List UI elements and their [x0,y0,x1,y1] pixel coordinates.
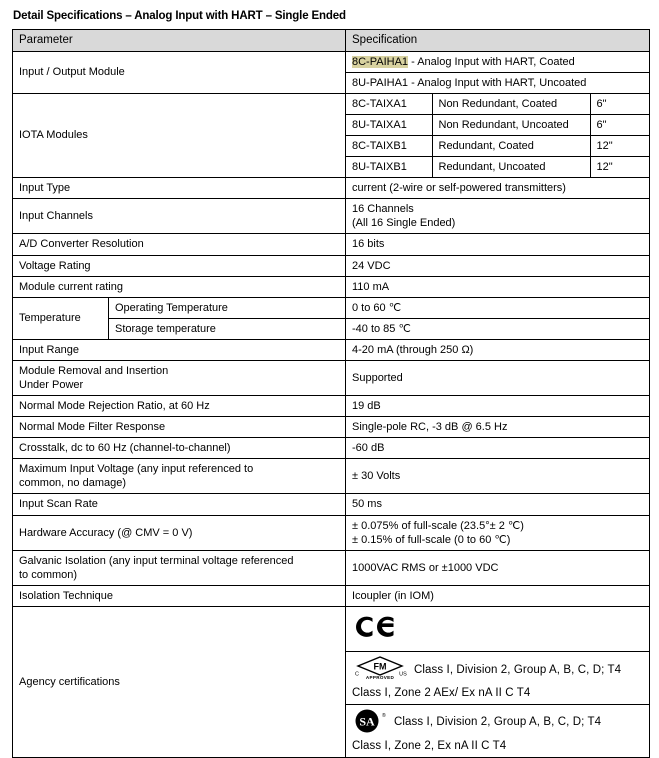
row-label-iota-modules: IOTA Modules [13,93,346,177]
row-label-ad-converter: A/D Converter Resolution [13,234,346,255]
io-module-coated-desc: - Analog Input with HART, Coated [408,55,575,68]
row-label-nmfr: Normal Mode Filter Response [13,417,346,438]
svg-text:®: ® [382,712,386,719]
iota-desc: Redundant, Coated [432,136,590,157]
hardware-accuracy-line1: ± 0.075% of full-scale (23.5°± 2 ℃) [352,519,524,532]
ce-mark-icon [352,613,643,645]
max-input-voltage-label-line1: Maximum Input Voltage (any input referenced to [19,463,254,476]
table-row [13,360,650,395]
voltage-rating-value: 24 VDC [346,255,650,276]
temperature-storage-value: -40 to 85 ℃ [346,318,650,339]
table-body [13,51,650,757]
header-row [13,30,650,52]
temperature-operating-label: Operating Temperature [109,297,346,318]
table-row [13,51,650,72]
iota-size: 12" [590,157,649,178]
isolation-technique-value: Icoupler (in IOM) [346,585,650,606]
table-row [13,494,650,515]
temperature-storage-label: Storage temperature [109,318,346,339]
iota-code: 8U-TAIXB1 [346,157,432,178]
table-row [346,136,649,157]
table-row [13,276,650,297]
crosstalk-value: -60 dB [346,438,650,459]
row-label-agency-certifications: Agency certifications [13,606,346,757]
row-label-voltage-rating: Voltage Rating [13,255,346,276]
hardware-accuracy-line2: ± 0.15% of full-scale (0 to 60 ℃) [352,533,511,546]
fm-certification-line1: Class I, Division 2, Group A, B, C, D; T4 [414,663,622,676]
galvanic-isolation-label-line2: to common) [19,568,78,581]
input-scan-rate-value: 50 ms [346,494,650,515]
row-label-hardware-accuracy: Hardware Accuracy (@ CMV = 0 V) [13,515,346,550]
fm-certification-line2: Class I, Zone 2 AEx/ Ex nA II C T4 [352,686,531,699]
highlighted-part-number: 8C-PAIHA1 [352,55,409,68]
table-header [13,30,650,52]
svg-text:FM: FM [373,661,387,672]
table-row [13,606,650,651]
table-row [346,114,649,135]
table-row [13,199,650,234]
page-title: Detail Specifications – Analog Input with HART – Single Ended [13,10,346,22]
iota-desc: Redundant, Uncoated [432,157,590,178]
csa-certification-line1: Class I, Division 2, Group A, B, C, D; T4 [394,716,602,729]
svg-text:APPROVED: APPROVED [365,674,395,680]
row-label-temperature: Temperature [13,297,109,339]
row-label-input-type: Input Type [13,178,346,199]
svg-text:C: C [355,671,359,678]
row-label-crosstalk: Crosstalk, dc to 60 Hz (channel-to-channel) [13,438,346,459]
row-label-galvanic-isolation [13,550,346,585]
row-label-input-scan-rate: Input Scan Rate [13,494,346,515]
table-row [13,396,650,417]
nmfr-value: Single-pole RC, -3 dB @ 6.5 Hz [346,417,650,438]
temperature-operating-value: 0 to 60 ℃ [346,297,650,318]
iota-desc: Non Redundant, Uncoated [432,114,590,135]
table-row [13,339,650,360]
iota-size: 6" [590,114,649,135]
table-row [13,178,650,199]
iota-desc: Non Redundant, Coated [432,94,590,115]
galvanic-isolation-label-line1: Galvanic Isolation (any input terminal voltage referenced [19,554,294,567]
table-row [13,585,650,606]
certification-csa [346,704,650,757]
max-input-voltage-value: ± 30 Volts [346,459,650,494]
module-removal-value: Supported [346,360,650,395]
ad-converter-value: 16 bits [346,234,650,255]
iota-modules-table [346,94,649,177]
table-row [13,234,650,255]
row-label-module-current: Module current rating [13,276,346,297]
input-channels-value [346,199,650,234]
row-label-input-range: Input Range [13,339,346,360]
iota-size: 12" [590,136,649,157]
csa-certification-head [352,708,643,738]
certification-fm [346,651,650,704]
io-module-coated-value [346,51,650,72]
svg-text:US: US [399,671,407,678]
table-row [13,318,650,339]
table-row [13,297,650,318]
fm-certification-head [352,655,643,685]
iota-size: 6" [590,94,649,115]
csa-mark-icon [352,708,388,738]
table-row [346,94,649,115]
table-row [13,255,650,276]
input-range-value: 4-20 mA (through 250 Ω) [346,339,650,360]
module-current-value: 110 mA [346,276,650,297]
row-label-max-input-voltage [13,459,346,494]
io-module-uncoated-value: 8U-PAIHA1 - Analog Input with HART, Uncoated [346,72,650,93]
table-row [13,550,650,585]
module-removal-label-line2: Under Power [19,378,84,391]
iota-code: 8C-TAIXB1 [346,136,432,157]
table-row [13,438,650,459]
input-channels-line1: 16 Channels [352,203,414,216]
header-specification: Specification [346,30,650,52]
module-removal-label-line1: Module Removal and Insertion [19,364,169,377]
iota-code: 8U-TAIXA1 [346,114,432,135]
table-row [13,417,650,438]
row-label-isolation-technique: Isolation Technique [13,585,346,606]
galvanic-isolation-value: 1000VAC RMS or ±1000 VDC [346,550,650,585]
hardware-accuracy-value [346,515,650,550]
iota-modules-value [346,93,650,177]
row-label-nmrr: Normal Mode Rejection Ratio, at 60 Hz [13,396,346,417]
row-label-input-channels: Input Channels [13,199,346,234]
table-row [13,93,650,177]
header-parameter: Parameter [13,30,346,52]
row-label-module-removal [13,360,346,395]
csa-certification-line2: Class I, Zone 2, Ex nA II C T4 [352,739,507,752]
input-channels-line2: (All 16 Single Ended) [352,217,456,230]
row-label-io-module: Input / Output Module [13,51,346,93]
nmrr-value: 19 dB [346,396,650,417]
table-row [346,157,649,178]
table-row [13,459,650,494]
fm-approved-mark-icon [352,655,408,685]
specifications-table [12,29,650,758]
input-type-value: current (2-wire or self-powered transmitters) [346,178,650,199]
max-input-voltage-label-line2: common, no damage) [19,477,126,490]
iota-code: 8C-TAIXA1 [346,94,432,115]
table-row [13,515,650,550]
svg-text:SA: SA [359,714,375,729]
certification-ce [346,606,650,651]
